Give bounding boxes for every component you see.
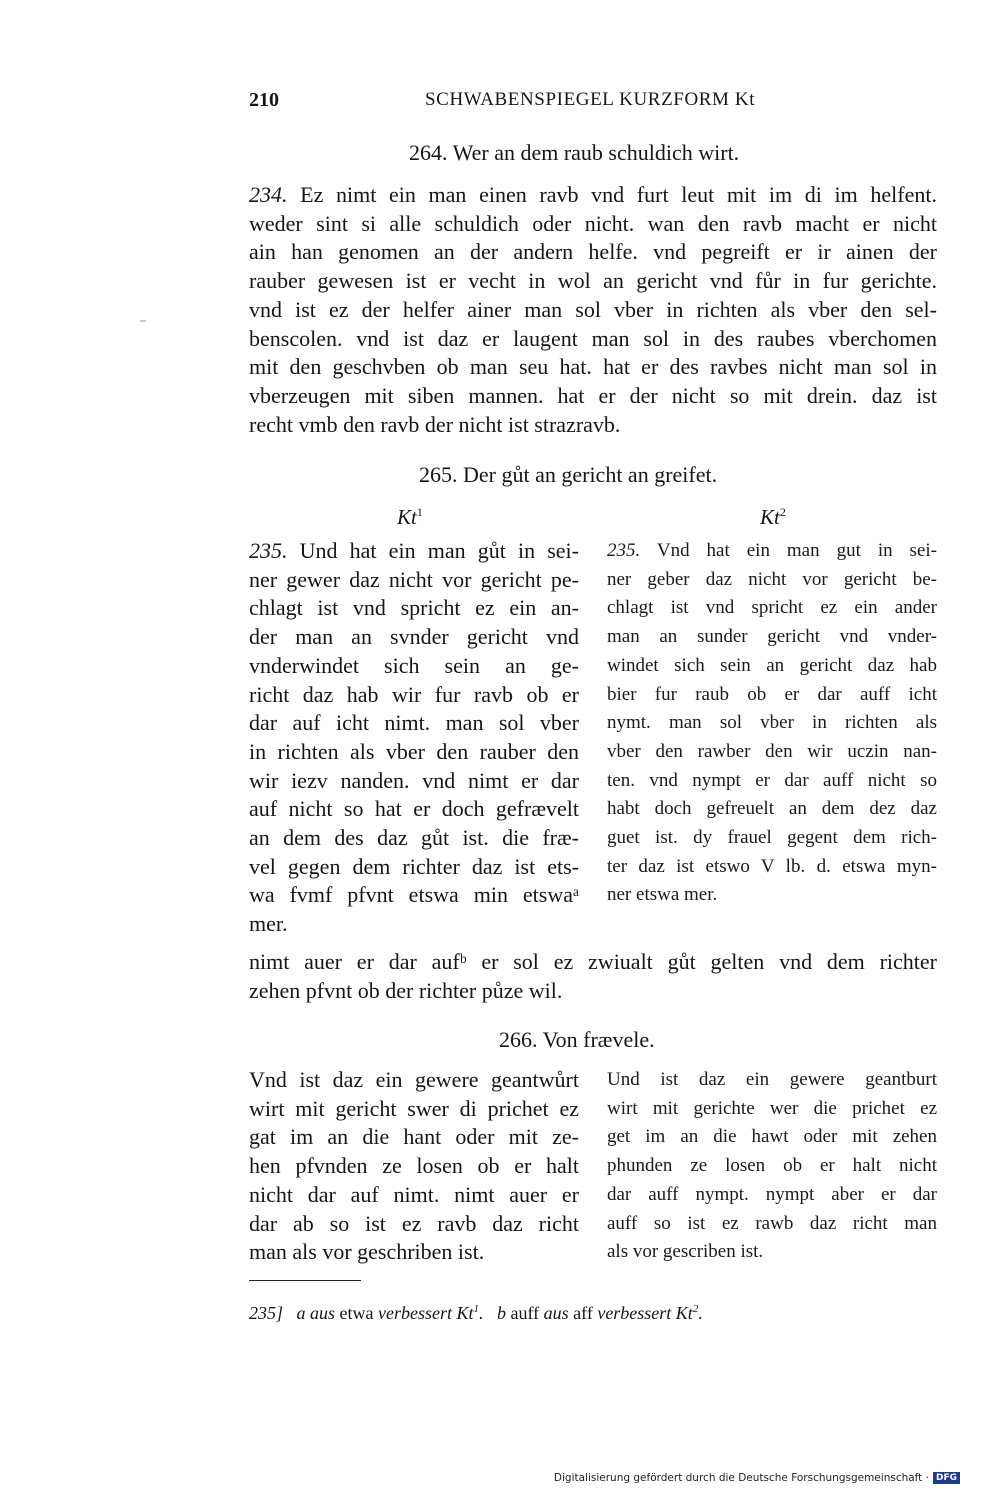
kt2-text-line: get im an die hawt oder mit zehen <box>607 1126 937 1148</box>
paragraph-number: 234. <box>249 182 288 207</box>
kt1-text-line: vel gegen dem richter daz ist ets- <box>249 853 579 879</box>
footnote-rule <box>249 1280 361 1281</box>
kt2-text-line: chlagt ist vnd spricht ez ein ander <box>607 597 937 619</box>
kt2-text-line: ter daz ist etswo V lb. d. etswa myn- <box>607 855 937 877</box>
paragraph-number: 235. <box>607 540 641 561</box>
kt2-text-line: nymt. man sol vber in richten als <box>607 712 937 734</box>
kt2-text-line: ten. vnd nympt er dar auff nicht so <box>607 769 937 791</box>
text-line: recht vmb den ravb der nicht ist strazravb. <box>249 411 621 437</box>
kt2-text-line: wirt mit gerichte wer die prichet ez <box>607 1097 937 1119</box>
text-line: rauber gewesen ist er vecht in wol an gericht vnd fůr in fur gerichte. <box>249 268 937 294</box>
section-266-kt1-column <box>249 1066 579 1267</box>
section-265-kt1-column <box>249 537 579 939</box>
text-line: 234. Ez nimt ein man einen ravb vnd furt leut mit im di im helfent. <box>249 182 937 207</box>
section-265-title: 265. Der gůt an gericht an greifet. <box>419 462 718 487</box>
kt1-text-line: 235. Und hat ein man gůt in sei- <box>249 538 579 563</box>
kt1-text-line: richt daz hab wir fur ravb ob er <box>249 681 579 707</box>
kt1-text-line: Vnd ist daz ein gewere geantwůrt <box>249 1067 579 1092</box>
kt1-text-line: wirt mit gericht swer di prichet ez <box>249 1095 579 1121</box>
kt1-label: Kt$^1$ <box>397 505 423 529</box>
kt1-text-line: man als vor geschriben ist. <box>249 1239 485 1265</box>
kt1-text-line: auf nicht so hat er doch gefrævelt <box>249 796 579 822</box>
kt2-text-line: auff so ist ez rawb daz richt man <box>607 1212 937 1234</box>
kt1-text-line: gat im an die hant oder mit ze- <box>249 1124 579 1150</box>
kt2-text-line: als vor gescriben ist. <box>607 1241 764 1263</box>
kt1-text-line: hen pfvnden ze losen ob er halt <box>249 1153 579 1179</box>
kt2-text-line: phunden ze losen ob er halt nicht <box>607 1155 937 1177</box>
kt1-text-line: an dem des daz gůt ist. die fræ- <box>249 825 579 851</box>
text-line: benscolen. vnd ist daz er laugent man sol in des raubes vberchomen <box>249 325 937 351</box>
text-line: zehen pfvnt ob der richter půze wil. <box>249 977 563 1003</box>
footnote: 235] a aus etwa verbessert Kt$^1$. b auff aus aff verbessert Kt$^2$. <box>249 1303 703 1323</box>
kt2-text-line: guet ist. dy frauel gegent dem rich- <box>607 827 937 849</box>
running-title: SCHWABENSPIEGEL KURZFORM Kt <box>425 89 756 110</box>
text-line: vberzeugen mit siben mannen. hat er der nicht so mit drein. daz ist <box>249 382 937 408</box>
text-line: nimt auer er dar aufᵇ er sol ez zwiualt gůt gelten vnd dem richter <box>249 949 937 974</box>
page-number: 210 <box>249 89 279 111</box>
section-266-kt2-column <box>607 1066 937 1267</box>
kt2-label: Kt$^2$ <box>760 505 786 529</box>
kt1-text-line: wir iezv nanden. vnd nimt er dar <box>249 767 579 793</box>
kt2-text-line: vber den rawber den wir uczin nan- <box>607 740 937 762</box>
section-265-kt2-column <box>607 537 937 910</box>
kt2-text-line: man an sunder gericht vnd vnder- <box>607 626 937 648</box>
text-line: mit den geschvben ob man seu hat. hat er des ravbes nicht man sol in <box>249 354 937 380</box>
kt2-text-line: windet sich sein an gericht daz hab <box>607 654 937 676</box>
dfg-logo: DFG <box>933 1472 960 1484</box>
kt2-text-line: ner geber daz nicht vor gericht be- <box>607 568 937 590</box>
section-264-title: 264. Wer an dem raub schuldich wirt. <box>409 140 740 165</box>
section-265-continuation <box>249 948 937 1005</box>
section-264-body <box>249 181 937 439</box>
footnote-ref: 235] <box>249 1303 284 1323</box>
text-line: ain han genomen an der andern helfe. vnd pegreift er ir ainen der <box>249 239 937 265</box>
kt2-text-line: Und ist daz ein gewere geantburt <box>607 1069 937 1090</box>
kt2-text-line: habt doch gefreuelt an dem dez daz <box>607 798 937 820</box>
kt2-text-line: bier fur raub ob er dar auff icht <box>607 683 937 705</box>
kt1-text-line: mer. <box>249 911 288 937</box>
kt1-text-line: wa fvmf pfvnt etswa min etswaᵃ <box>249 882 579 908</box>
kt1-text-line: der man an svnder gericht vnd <box>249 624 579 650</box>
kt1-text-line: vnderwindet sich sein an ge- <box>249 652 579 678</box>
scan-mark <box>140 320 146 322</box>
paragraph-number: 235. <box>249 538 288 563</box>
kt1-text-line: chlagt ist vnd spricht ez ein an- <box>249 595 579 621</box>
kt1-text-line: dar auf icht nimt. man sol vber <box>249 710 579 736</box>
text-line: vnd ist ez der helfer ainer man sol vber in richten als vber den sel- <box>249 296 937 322</box>
kt1-text-line: in richten als vber den rauber den <box>249 738 579 764</box>
digitization-credit: Digitalisierung gefördert durch die Deutsche Forschungsgemeinschaft · DFG <box>554 1472 960 1484</box>
kt1-text-line: ner gewer daz nicht vor gericht pe- <box>249 566 579 592</box>
kt2-text-line: ner etswa mer. <box>607 884 718 906</box>
kt1-text-line: nicht dar auf nimt. nimt auer er <box>249 1181 579 1207</box>
kt2-text-line: dar auff nympt. nympt aber er dar <box>607 1183 937 1205</box>
kt2-text-line: 235. Vnd hat ein man gut in sei- <box>607 540 937 561</box>
kt1-text-line: dar ab so ist ez ravb daz richt <box>249 1210 579 1236</box>
text-line: weder sint si alle schuldich oder nicht. wan den ravb macht er nicht <box>249 210 937 236</box>
section-266-title: 266. Von frævele. <box>499 1027 655 1052</box>
